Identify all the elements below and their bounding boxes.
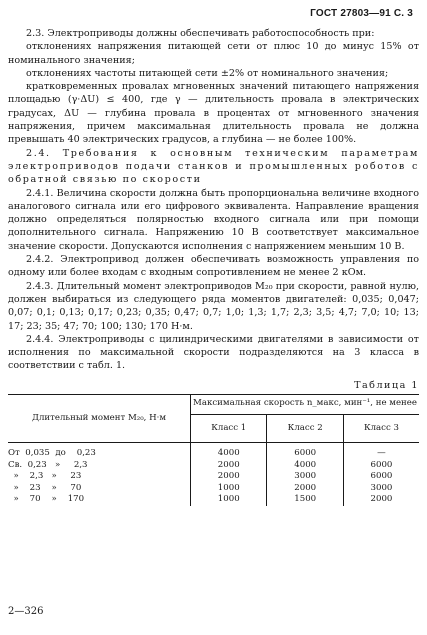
table-row (8, 471, 419, 483)
document-body (8, 27, 419, 506)
row-label: Св. 0,23 » 2,3 (8, 460, 191, 472)
page-header: ГОСТ 27803—91 С. 3 (310, 8, 413, 19)
table-cell: 2000 (217, 459, 240, 470)
column-header-class-2: Класс 2 (267, 414, 343, 443)
table-cell: 3000 (267, 471, 343, 483)
table-row (8, 494, 419, 506)
table-caption: Таблица 1 (354, 379, 419, 391)
row-label: От 0,035 до 0,23 (8, 443, 191, 460)
table-row (8, 483, 419, 495)
table-cell: 1000 (217, 494, 240, 505)
paragraph: 2.4.1. Величина скорости должна быть пропорциональна величине входного аналогового сигнала или его цифрового эквивалента. Направление вращения должно определяться полярностью входного сигнала или при помощи дополнительного сигнала. Напряжению 10 В соответствует максимальное значение скорости. Допускаются исполнения с напряжением меньшим 10 В. (8, 187, 419, 252)
column-header-max-speed: Максимальная скорость n_макс, мин⁻¹, не менее (191, 395, 420, 415)
paragraph: отклонениях напряжения питающей сети от плюс 10 до минус 15% от номинального значения; (8, 41, 419, 66)
row-label: » 70 » 170 (8, 494, 191, 506)
paragraph: 2.3. Электроприводы должны обеспечивать работоспособность при: (26, 28, 375, 39)
table-cell: 4000 (267, 460, 343, 472)
table-cell: 2000 (267, 483, 343, 495)
row-label: » 2,3 » 23 (8, 471, 191, 483)
paragraph: 2.4.4. Электроприводы с цилиндрическими двигателями в зависимости от исполнения по максимальной скорости подразделяются на 3 класса в соответствии с табл. 1. (8, 333, 419, 372)
table-cell: 6000 (343, 471, 419, 483)
table-cell: 2000 (343, 494, 419, 506)
table-cell: 6000 (343, 460, 419, 472)
paragraph: 2.4.2. Электропривод должен обеспечивать возможность управления по одному или более входам с входным сопротивлением не менее 2 кОм. (8, 254, 419, 279)
table-cell: 1000 (217, 482, 240, 493)
row-label: » 23 » 70 (8, 483, 191, 495)
column-header-class-1: Класс 1 (191, 414, 267, 443)
paragraph: отклонениях частоты питающей сети ±2% от номинального значения; (26, 67, 389, 79)
table-cell: 4000 (217, 448, 240, 459)
paragraph: кратковременных провалах мгновенных значений питающего напряжения площадью (γ·ΔU) ≤ 400, где γ — длительность провала в электрических градусах, ΔU — глубина провала в процентах от мгновенного значения напряжения, причем максимальная длительность провала не должна превышать 40 электрических градусов, а глубина — не более 100%. (8, 81, 419, 146)
table-row (8, 443, 419, 460)
page-footer-signature: 2—326 (8, 606, 44, 617)
table-cell: 6000 (267, 443, 343, 460)
column-header-torque: Длительный момент M₂₀, Н·м (8, 395, 191, 443)
table-row (8, 460, 419, 472)
table-cell: — (343, 443, 419, 460)
data-table (8, 394, 419, 506)
column-header-class-3: Класс 3 (343, 414, 419, 443)
table-cell: 1500 (267, 494, 343, 506)
table-cell: 2000 (217, 471, 240, 482)
paragraph: 2.4.3. Длительный момент электроприводов M₂₀ при скорости, равной нулю, должен выбираться из следующего ряда моментов двигателей: 0,035; 0,047; 0,07; 0,1; 0,13; 0,17; 0,23; 0,35; 0,47; 0,7; 1,0; 1,3; 1,7; 2,3; 3,5; 4,7; 7,0; 10; 13; 17; 23; 35; 47; 70; 100; 130; 170 Н·м. (8, 280, 419, 332)
section-heading: 2.4. Требования к основным техническим параметрам электроприводов подачи станков и промышленных роботов с обратной связью по скорости (8, 147, 419, 186)
table-cell: 3000 (343, 483, 419, 495)
